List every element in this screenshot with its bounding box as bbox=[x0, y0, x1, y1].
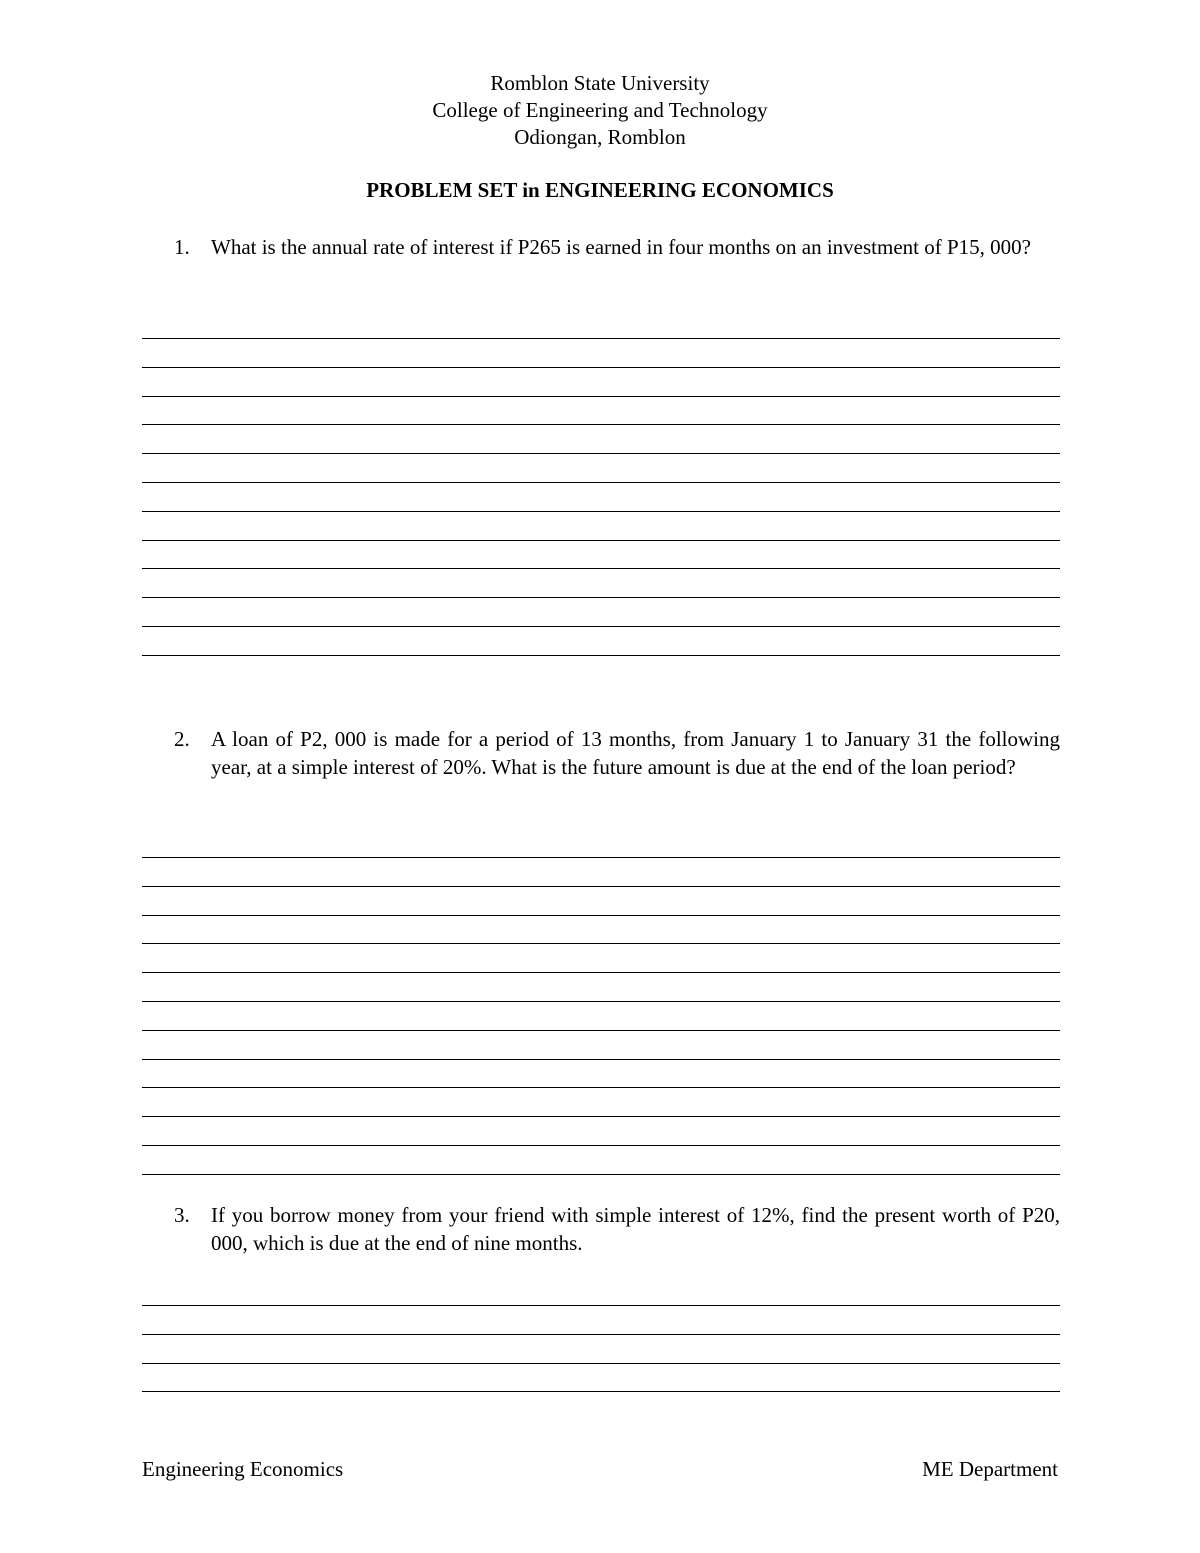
answer-line bbox=[142, 424, 1060, 425]
answer-lines-1 bbox=[142, 338, 1060, 656]
answer-line bbox=[142, 1145, 1060, 1146]
answer-lines-2 bbox=[142, 857, 1060, 1175]
answer-line bbox=[142, 1391, 1060, 1392]
answer-line bbox=[142, 482, 1060, 483]
answer-line bbox=[142, 943, 1060, 944]
question-1 bbox=[142, 233, 1060, 261]
question-text: What is the annual rate of interest if P265 is earned in four months on an investment of P15, 000? bbox=[211, 235, 1031, 259]
question-2 bbox=[142, 725, 1060, 781]
question-text: If you borrow money from your friend with simple interest of 12%, find the present worth of P20, 000, which is due at the end of nine months. bbox=[211, 1203, 1060, 1255]
answer-lines-3 bbox=[142, 1305, 1060, 1392]
answer-line bbox=[142, 1059, 1060, 1060]
answer-line bbox=[142, 1334, 1060, 1335]
college-name: College of Engineering and Technology bbox=[432, 98, 768, 122]
answer-line bbox=[142, 597, 1060, 598]
answer-line bbox=[142, 511, 1060, 512]
footer-left: Engineering Economics bbox=[142, 1457, 344, 1481]
answer-line bbox=[142, 453, 1060, 454]
university-name: Romblon State University bbox=[490, 71, 710, 95]
answer-line bbox=[142, 367, 1060, 368]
answer-line bbox=[142, 655, 1060, 656]
question-number: 2. bbox=[174, 727, 190, 751]
answer-line bbox=[142, 1116, 1060, 1117]
location: Odiongan, Romblon bbox=[514, 125, 686, 149]
page-title: PROBLEM SET in ENGINEERING ECONOMICS bbox=[366, 178, 834, 202]
question-number: 3. bbox=[174, 1203, 190, 1227]
answer-line bbox=[142, 338, 1060, 339]
question-text: A loan of P2, 000 is made for a period of 13 months, from January 1 to January 31 the following year, at a simple interest of 20%. What is the future amount is due at the end of the loan period? bbox=[211, 727, 1060, 779]
footer-right: ME Department bbox=[922, 1457, 1058, 1481]
answer-line bbox=[142, 396, 1060, 397]
answer-line bbox=[142, 1174, 1060, 1175]
answer-line bbox=[142, 568, 1060, 569]
answer-line bbox=[142, 540, 1060, 541]
answer-line bbox=[142, 972, 1060, 973]
answer-line bbox=[142, 1087, 1060, 1088]
question-number: 1. bbox=[174, 235, 190, 259]
answer-line bbox=[142, 857, 1060, 858]
answer-line bbox=[142, 1305, 1060, 1306]
answer-line bbox=[142, 626, 1060, 627]
answer-line bbox=[142, 1030, 1060, 1031]
answer-line bbox=[142, 886, 1060, 887]
answer-line bbox=[142, 1001, 1060, 1002]
question-3 bbox=[142, 1201, 1060, 1257]
answer-line bbox=[142, 915, 1060, 916]
answer-line bbox=[142, 1363, 1060, 1364]
